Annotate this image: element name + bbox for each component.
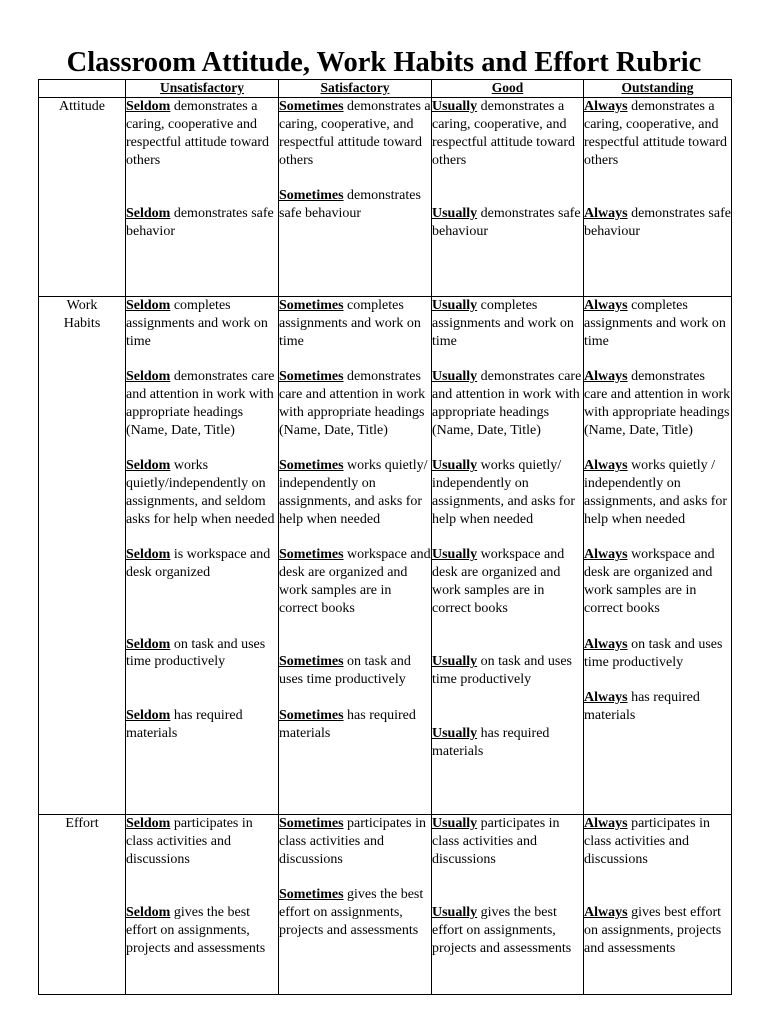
criterion xyxy=(126,368,278,440)
criterion xyxy=(279,815,431,869)
frequency-keyword: Sometimes xyxy=(279,369,344,385)
criterion xyxy=(584,205,731,241)
criterion-text: demonstrates safe behaviour xyxy=(584,206,731,239)
criterion-text: on task and uses time productively xyxy=(432,654,573,688)
criterion-text: demonstrates safe behaviour xyxy=(432,206,581,239)
criterion xyxy=(432,297,583,351)
criterion xyxy=(584,636,731,672)
rubric-table xyxy=(38,79,732,995)
page-title: Classroom Attitude, Work Habits and Effort Rubric xyxy=(66,47,702,78)
criterion-text: has required materials xyxy=(126,707,243,741)
criterion-text: workspace and desk are organized and work samples are in correct books xyxy=(584,547,715,617)
frequency-keyword: Always xyxy=(584,816,628,831)
frequency-keyword: Always xyxy=(584,689,628,705)
criterion-text: completes assignments and work on time xyxy=(126,298,268,349)
frequency-keyword: Always xyxy=(584,99,628,114)
frequency-keyword: Sometimes xyxy=(279,99,344,114)
criterion-text: demonstrates care and attention in work with appropriate headings (Name, Date, Title) xyxy=(279,369,426,438)
frequency-keyword: Usually xyxy=(432,547,478,563)
frequency-keyword: Usually xyxy=(432,298,478,313)
criterion xyxy=(279,98,431,170)
criterion xyxy=(279,546,431,618)
criterion-text: works quietly/ independently on assignments, and asks for help when needed xyxy=(432,458,576,528)
criterion-text: demonstrates safe behaviour xyxy=(279,188,421,222)
rubric-cell-attitude-outstanding xyxy=(584,98,732,297)
criterion xyxy=(432,653,583,689)
frequency-keyword: Always xyxy=(584,369,628,385)
criterion xyxy=(584,815,731,869)
criterion xyxy=(432,368,583,440)
frequency-keyword: Always xyxy=(584,206,628,222)
criterion xyxy=(432,457,583,529)
criterion-text: completes assignments and work on time xyxy=(584,298,726,349)
criterion-text: completes assignments and work on time xyxy=(432,298,574,349)
frequency-keyword: Usually xyxy=(432,725,478,741)
frequency-keyword: Always xyxy=(584,298,628,313)
frequency-keyword: Usually xyxy=(432,458,478,474)
criterion-text: demonstrates safe behavior xyxy=(126,206,274,239)
criterion xyxy=(126,297,278,351)
criterion-text: gives the best effort on assignments, projects and assessments xyxy=(126,905,266,956)
criterion-text: demonstrates a caring, cooperative, and respectful attitude toward others xyxy=(432,99,576,168)
section-row-effort xyxy=(39,815,732,995)
criterion xyxy=(432,98,583,170)
section-row-attitude xyxy=(39,98,732,297)
frequency-keyword: Seldom xyxy=(126,636,171,652)
header-row xyxy=(39,80,732,98)
criterion-text: workspace and desk are organized and work samples are in correct books xyxy=(432,547,565,617)
level-header-satisfactory: Satisfactory xyxy=(279,80,432,98)
criterion xyxy=(126,205,278,241)
criterion-text: gives the best effort on assignments, projects and assessments xyxy=(432,905,572,956)
frequency-keyword: Always xyxy=(584,547,628,563)
criterion-text: participates in class activities and discussions xyxy=(432,816,560,867)
frequency-keyword: Sometimes xyxy=(279,654,344,670)
criterion xyxy=(584,546,731,618)
frequency-keyword: Seldom xyxy=(126,369,171,385)
criterion-text: participates in class activities and discussions xyxy=(126,816,253,867)
frequency-keyword: Seldom xyxy=(126,458,171,474)
frequency-keyword: Usually xyxy=(432,816,478,831)
criterion-text: works quietly/independently on assignments, and seldom asks for help when needed xyxy=(126,458,275,528)
criterion-text: demonstrates care and attention in work with appropriate headings (Name, Date, Title) xyxy=(432,369,582,438)
rubric-cell-effort-satisfactory xyxy=(279,815,432,995)
criterion xyxy=(279,653,431,689)
criterion xyxy=(279,297,431,351)
criterion-text: participates in class activities and discussions xyxy=(279,816,426,867)
frequency-keyword: Always xyxy=(584,905,628,921)
section-row-work-habits xyxy=(39,297,732,815)
criterion xyxy=(584,457,731,529)
criterion xyxy=(279,187,431,223)
criterion-text: demonstrates a caring, cooperative, and respectful attitude toward others xyxy=(584,99,728,168)
rubric-cell-work-habits-good xyxy=(432,297,584,815)
criterion-text: works quietly/ independently on assignments, and asks for help when needed xyxy=(279,458,428,528)
rubric-cell-attitude-satisfactory xyxy=(279,98,432,297)
frequency-keyword: Usually xyxy=(432,206,478,222)
header-corner-cell xyxy=(39,80,126,98)
frequency-keyword: Sometimes xyxy=(279,188,344,204)
criterion xyxy=(126,636,278,672)
criterion xyxy=(584,368,731,440)
criterion-text: on task and uses time productively xyxy=(279,654,411,688)
criterion-text: has required materials xyxy=(432,725,550,759)
frequency-keyword: Sometimes xyxy=(279,458,344,474)
frequency-keyword: Usually xyxy=(432,905,478,921)
frequency-keyword: Seldom xyxy=(126,547,171,563)
criterion-text: participates in class activities and discussions xyxy=(584,816,710,867)
criterion xyxy=(126,457,278,529)
frequency-keyword: Usually xyxy=(432,654,478,670)
criterion-text: on task and uses time productively xyxy=(584,636,723,670)
frequency-keyword: Seldom xyxy=(126,707,171,723)
criterion xyxy=(432,725,583,761)
frequency-keyword: Seldom xyxy=(126,816,171,831)
criterion-text: completes assignments and work on time xyxy=(279,298,421,349)
category-label-attitude: Attitude xyxy=(39,98,126,297)
criterion-text: works quietly / independently on assignments, and asks for help when needed xyxy=(584,458,728,528)
category-label-work-habits xyxy=(39,297,126,815)
criterion xyxy=(126,98,278,170)
frequency-keyword: Sometimes xyxy=(279,298,344,313)
level-header-unsatisfactory: Unsatisfactory xyxy=(126,80,279,98)
criterion xyxy=(126,815,278,869)
criterion xyxy=(279,707,431,743)
frequency-keyword: Seldom xyxy=(126,905,171,921)
criterion xyxy=(279,457,431,529)
criterion-text: has required materials xyxy=(584,689,700,723)
frequency-keyword: Always xyxy=(584,636,628,652)
criterion-text: on task and uses time productively xyxy=(126,636,266,670)
criterion-text: gives the best effort on assignments, projects and assessments xyxy=(279,887,424,939)
rubric-cell-work-habits-outstanding xyxy=(584,297,732,815)
frequency-keyword: Usually xyxy=(432,369,478,385)
category-label-text: Work Habits xyxy=(63,298,101,331)
frequency-keyword: Sometimes xyxy=(279,547,344,563)
criterion xyxy=(279,368,431,440)
rubric-cell-effort-good xyxy=(432,815,584,995)
frequency-keyword: Seldom xyxy=(126,99,171,114)
criterion xyxy=(126,904,278,958)
level-header-outstanding: Outstanding xyxy=(584,80,732,98)
criterion-text: is workspace and desk organized xyxy=(126,547,271,581)
criterion xyxy=(432,546,583,618)
criterion-text: demonstrates a caring, cooperative, and respectful attitude toward others xyxy=(279,99,431,168)
rubric-cell-attitude-unsatisfactory xyxy=(126,98,279,297)
criterion xyxy=(126,546,278,582)
rubric-cell-effort-outstanding xyxy=(584,815,732,995)
frequency-keyword: Seldom xyxy=(126,298,171,313)
rubric-cell-work-habits-unsatisfactory xyxy=(126,297,279,815)
criterion xyxy=(432,205,583,241)
criterion-text: demonstrates care and attention in work with appropriate headings (Name, Date, Title) xyxy=(126,369,275,438)
criterion-text: gives best effort on assignments, projects and assessments xyxy=(584,905,722,956)
criterion-text: demonstrates a caring, cooperative and respectful attitude toward others xyxy=(126,99,270,168)
rubric-cell-effort-unsatisfactory xyxy=(126,815,279,995)
criterion xyxy=(584,689,731,725)
frequency-keyword: Usually xyxy=(432,99,478,114)
criterion-text: demonstrates care and attention in work with appropriate headings (Name, Date, Title) xyxy=(584,369,731,438)
criterion xyxy=(584,904,731,958)
level-header-good: Good xyxy=(432,80,584,98)
category-label-effort: Effort xyxy=(39,815,126,995)
frequency-keyword: Sometimes xyxy=(279,887,344,903)
frequency-keyword: Seldom xyxy=(126,206,171,222)
rubric-cell-attitude-good xyxy=(432,98,584,297)
criterion xyxy=(126,707,278,743)
criterion-text: has required materials xyxy=(279,707,416,741)
criterion xyxy=(432,815,583,869)
frequency-keyword: Sometimes xyxy=(279,707,344,723)
frequency-keyword: Sometimes xyxy=(279,816,344,831)
rubric-cell-work-habits-satisfactory xyxy=(279,297,432,815)
criterion xyxy=(584,297,731,351)
frequency-keyword: Always xyxy=(584,458,628,474)
criterion xyxy=(279,886,431,940)
criterion xyxy=(432,904,583,958)
criterion xyxy=(584,98,731,170)
criterion-text: workspace and desk are organized and work samples are in correct books xyxy=(279,547,431,617)
